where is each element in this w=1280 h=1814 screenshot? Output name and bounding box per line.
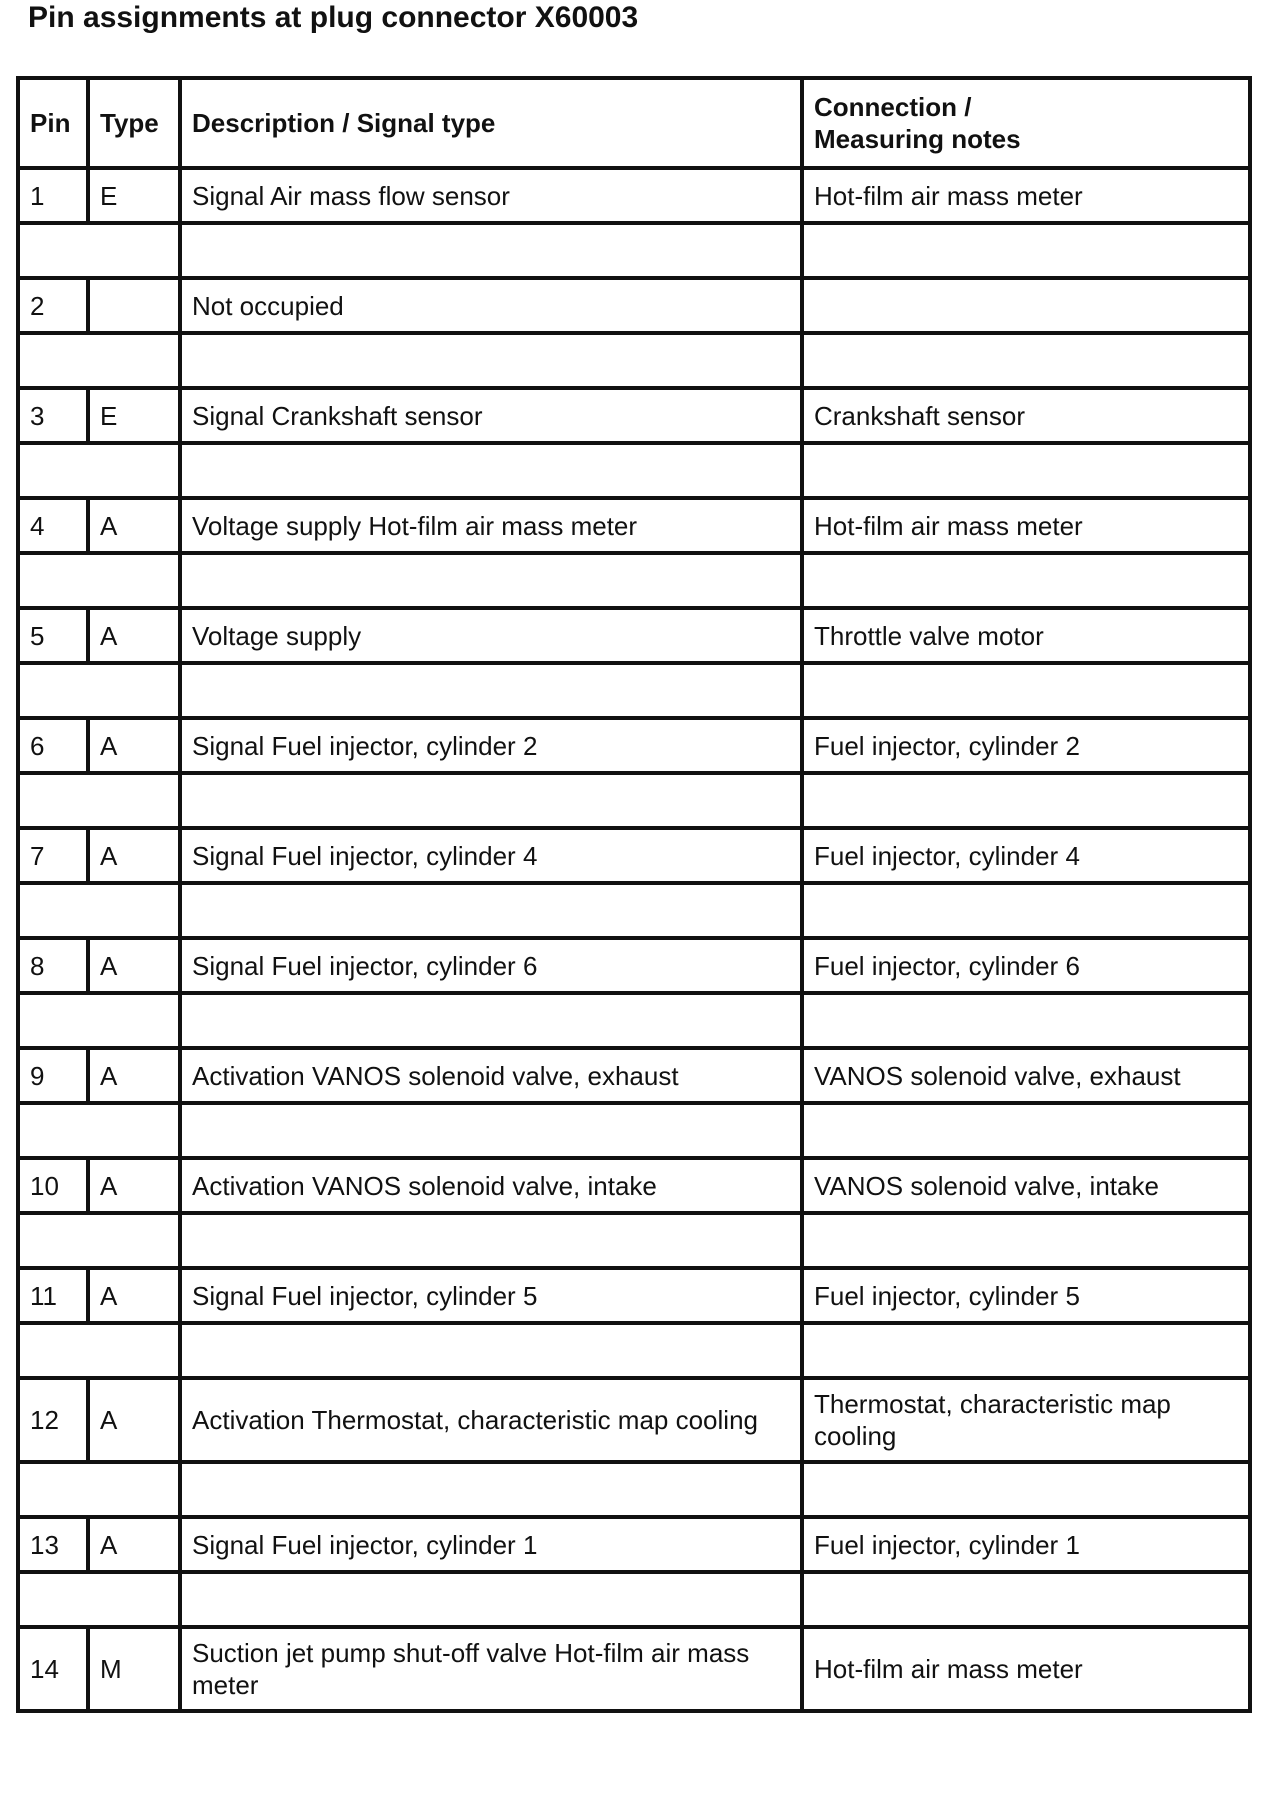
table-row <box>18 1268 1250 1323</box>
row-description-cell: Signal Fuel injector, cylinder 1 <box>180 1517 802 1572</box>
spacer-cell <box>802 1462 1250 1517</box>
spacer-row <box>18 663 1250 718</box>
spacer-cell <box>18 1103 180 1158</box>
row-type-cell: A <box>88 608 180 663</box>
row-pin-cell: 14 <box>18 1627 88 1711</box>
spacer-row <box>18 883 1250 938</box>
table-row <box>18 388 1250 443</box>
row-type-cell <box>88 278 180 333</box>
table-row <box>18 278 1250 333</box>
spacer-cell <box>802 883 1250 938</box>
spacer-cell <box>180 663 802 718</box>
spacer-cell <box>18 443 180 498</box>
row-connection-cell: VANOS solenoid valve, intake <box>802 1158 1250 1213</box>
row-description-cell: Signal Fuel injector, cylinder 4 <box>180 828 802 883</box>
pin-assignment-table <box>16 76 1252 1713</box>
row-connection-cell: Fuel injector, cylinder 2 <box>802 718 1250 773</box>
row-pin-cell: 6 <box>18 718 88 773</box>
spacer-cell <box>180 883 802 938</box>
spacer-cell <box>18 223 180 278</box>
row-description-cell: Not occupied <box>180 278 802 333</box>
table-row <box>18 608 1250 663</box>
spacer-row <box>18 993 1250 1048</box>
row-connection-cell: Fuel injector, cylinder 4 <box>802 828 1250 883</box>
header-type: Type <box>88 78 180 168</box>
spacer-cell <box>18 883 180 938</box>
row-type-cell: A <box>88 1158 180 1213</box>
row-connection-cell: Thermostat, characteristic map cooling <box>802 1378 1250 1462</box>
header-pin: Pin <box>18 78 88 168</box>
row-description-cell: Activation VANOS solenoid valve, intake <box>180 1158 802 1213</box>
row-pin-cell: 11 <box>18 1268 88 1323</box>
spacer-cell <box>802 443 1250 498</box>
spacer-row <box>18 1462 1250 1517</box>
spacer-cell <box>802 993 1250 1048</box>
row-connection-cell: Hot-film air mass meter <box>802 1627 1250 1711</box>
spacer-cell <box>18 553 180 608</box>
spacer-row <box>18 773 1250 828</box>
table-row <box>18 938 1250 993</box>
row-connection-cell <box>802 278 1250 333</box>
row-type-cell: A <box>88 718 180 773</box>
table-body <box>18 168 1250 1711</box>
row-pin-cell: 13 <box>18 1517 88 1572</box>
spacer-cell <box>802 333 1250 388</box>
spacer-cell <box>180 333 802 388</box>
spacer-cell <box>18 663 180 718</box>
row-pin-cell: 12 <box>18 1378 88 1462</box>
row-connection-cell: Crankshaft sensor <box>802 388 1250 443</box>
row-pin-cell: 2 <box>18 278 88 333</box>
row-connection-cell: Hot-film air mass meter <box>802 498 1250 553</box>
row-pin-cell: 9 <box>18 1048 88 1103</box>
spacer-cell <box>802 773 1250 828</box>
spacer-cell <box>180 1462 802 1517</box>
header-connection <box>802 78 1250 168</box>
table-header-row <box>18 78 1250 168</box>
row-connection-cell: Hot-film air mass meter <box>802 168 1250 223</box>
row-pin-cell: 10 <box>18 1158 88 1213</box>
spacer-cell <box>802 1572 1250 1627</box>
row-connection-cell: Fuel injector, cylinder 1 <box>802 1517 1250 1572</box>
table-row <box>18 1627 1250 1711</box>
table-row <box>18 1378 1250 1462</box>
row-description-cell: Signal Fuel injector, cylinder 6 <box>180 938 802 993</box>
row-connection-cell: Throttle valve motor <box>802 608 1250 663</box>
row-type-cell: A <box>88 938 180 993</box>
header-description: Description / Signal type <box>180 78 802 168</box>
spacer-cell <box>18 993 180 1048</box>
row-type-cell: A <box>88 1378 180 1462</box>
row-type-cell: A <box>88 1517 180 1572</box>
spacer-cell <box>802 1213 1250 1268</box>
row-description-cell: Voltage supply Hot-film air mass meter <box>180 498 802 553</box>
row-pin-cell: 4 <box>18 498 88 553</box>
header-connection-line1: Connection / <box>814 92 972 122</box>
row-type-cell: E <box>88 168 180 223</box>
spacer-cell <box>180 993 802 1048</box>
spacer-cell <box>180 1323 802 1378</box>
spacer-cell <box>802 1323 1250 1378</box>
row-connection-cell: Fuel injector, cylinder 6 <box>802 938 1250 993</box>
table-row <box>18 168 1250 223</box>
row-description-cell: Activation VANOS solenoid valve, exhaust <box>180 1048 802 1103</box>
row-pin-cell: 8 <box>18 938 88 993</box>
row-pin-cell: 7 <box>18 828 88 883</box>
row-type-cell: A <box>88 828 180 883</box>
table-row <box>18 718 1250 773</box>
spacer-row <box>18 333 1250 388</box>
spacer-row <box>18 1572 1250 1627</box>
spacer-cell <box>180 773 802 828</box>
table-row <box>18 1158 1250 1213</box>
spacer-row <box>18 553 1250 608</box>
row-type-cell: A <box>88 498 180 553</box>
spacer-cell <box>802 553 1250 608</box>
row-type-cell: E <box>88 388 180 443</box>
spacer-row <box>18 1103 1250 1158</box>
spacer-row <box>18 1213 1250 1268</box>
spacer-cell <box>802 663 1250 718</box>
row-pin-cell: 1 <box>18 168 88 223</box>
row-description-cell: Signal Fuel injector, cylinder 2 <box>180 718 802 773</box>
row-description-cell: Voltage supply <box>180 608 802 663</box>
row-type-cell: M <box>88 1627 180 1711</box>
spacer-cell <box>180 1103 802 1158</box>
table-row <box>18 1048 1250 1103</box>
row-type-cell: A <box>88 1268 180 1323</box>
row-description-cell: Signal Crankshaft sensor <box>180 388 802 443</box>
spacer-cell <box>18 1572 180 1627</box>
row-description-cell: Activation Thermostat, characteristic map cooling <box>180 1378 802 1462</box>
row-description-cell: Signal Fuel injector, cylinder 5 <box>180 1268 802 1323</box>
page-title: Pin assignments at plug connector X60003 <box>28 1 639 34</box>
spacer-cell <box>180 443 802 498</box>
row-connection-cell: Fuel injector, cylinder 5 <box>802 1268 1250 1323</box>
spacer-cell <box>18 1462 180 1517</box>
row-pin-cell: 5 <box>18 608 88 663</box>
spacer-cell <box>802 1103 1250 1158</box>
spacer-cell <box>180 1572 802 1627</box>
row-type-cell: A <box>88 1048 180 1103</box>
spacer-cell <box>180 1213 802 1268</box>
table-row <box>18 498 1250 553</box>
spacer-cell <box>18 1213 180 1268</box>
spacer-cell <box>18 773 180 828</box>
row-pin-cell: 3 <box>18 388 88 443</box>
row-description-cell: Signal Air mass flow sensor <box>180 168 802 223</box>
table-row <box>18 1517 1250 1572</box>
spacer-cell <box>802 223 1250 278</box>
spacer-cell <box>18 333 180 388</box>
spacer-cell <box>180 223 802 278</box>
row-connection-cell: VANOS solenoid valve, exhaust <box>802 1048 1250 1103</box>
spacer-row <box>18 443 1250 498</box>
row-description-cell: Suction jet pump shut-off valve Hot-film air mass meter <box>180 1627 802 1711</box>
spacer-cell <box>18 1323 180 1378</box>
header-connection-line2: Measuring notes <box>814 124 1021 154</box>
spacer-row <box>18 223 1250 278</box>
spacer-cell <box>180 553 802 608</box>
spacer-row <box>18 1323 1250 1378</box>
table-row <box>18 828 1250 883</box>
